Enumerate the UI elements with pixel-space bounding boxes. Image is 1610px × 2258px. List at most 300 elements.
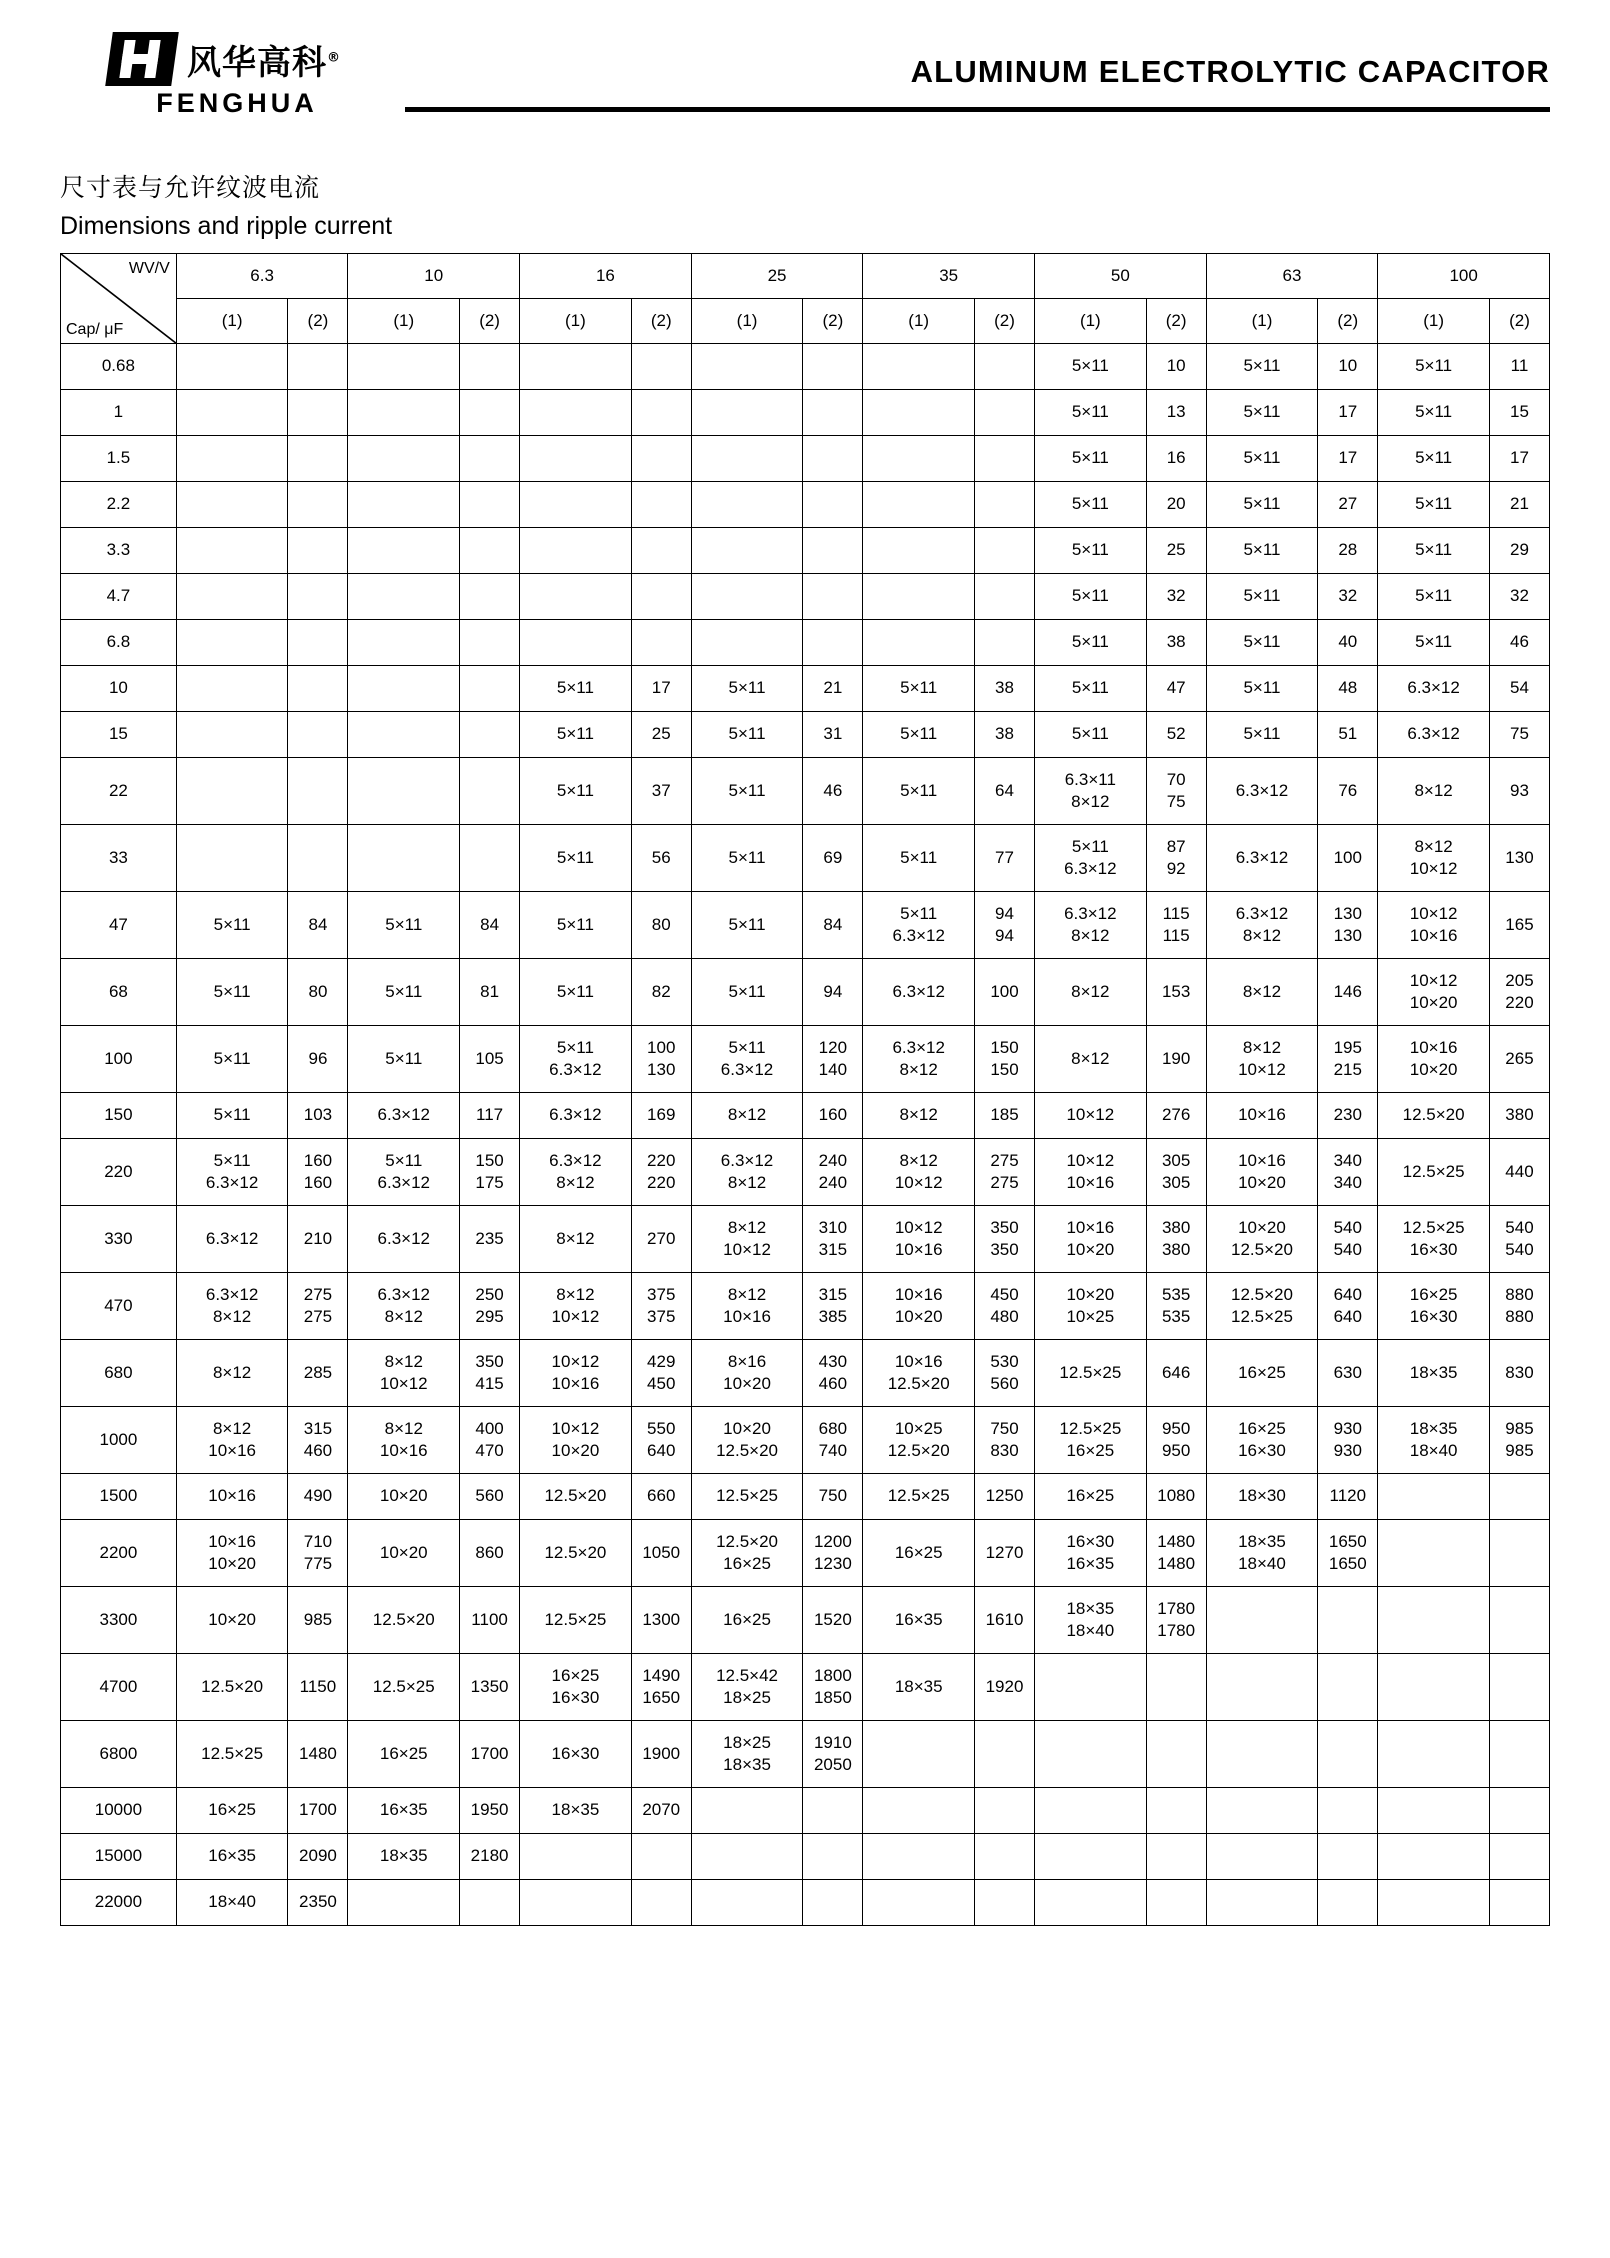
page-header [60, 26, 1550, 124]
cell-size-24-7 [1378, 1721, 1490, 1788]
subheader-1-1: (2) [460, 299, 520, 344]
cell-ripple-27-4 [975, 1880, 1035, 1926]
cell-size-24-4 [863, 1721, 975, 1788]
cell-ripple-5-1 [460, 574, 520, 620]
subheader-7-0: (1) [1378, 299, 1490, 344]
cell-size-21-6: 18×35 18×40 [1206, 1520, 1318, 1587]
cell-size-6-2 [520, 620, 632, 666]
cell-ripple-23-7 [1489, 1654, 1549, 1721]
cell-size-10-4: 5×11 [863, 825, 975, 892]
cell-size-5-0 [176, 574, 288, 620]
cell-ripple-5-6: 32 [1318, 574, 1378, 620]
cell-ripple-3-1 [460, 482, 520, 528]
cell-size-26-3 [691, 1834, 803, 1880]
cell-size-17-3: 8×12 10×16 [691, 1273, 803, 1340]
cell-ripple-26-4 [975, 1834, 1035, 1880]
cell-ripple-21-2: 1050 [631, 1520, 691, 1587]
cell-ripple-26-1: 2180 [460, 1834, 520, 1880]
cell-ripple-13-7: 265 [1489, 1026, 1549, 1093]
cell-size-17-2: 8×12 10×12 [520, 1273, 632, 1340]
cell-ripple-10-4: 77 [975, 825, 1035, 892]
cell-ripple-13-3: 120 140 [803, 1026, 863, 1093]
row-capacitance-value: 3.3 [61, 528, 177, 574]
cell-size-4-1 [348, 528, 460, 574]
cell-size-0-1 [348, 344, 460, 390]
cell-size-10-5: 5×11 6.3×12 [1035, 825, 1147, 892]
cell-size-25-2: 18×35 [520, 1788, 632, 1834]
cell-ripple-16-6: 540 540 [1318, 1206, 1378, 1273]
cell-ripple-27-1 [460, 1880, 520, 1926]
cell-size-11-3: 5×11 [691, 892, 803, 959]
cell-ripple-12-2: 82 [631, 959, 691, 1026]
cell-ripple-6-0 [288, 620, 348, 666]
cell-ripple-27-2 [631, 1880, 691, 1926]
cell-ripple-11-1: 84 [460, 892, 520, 959]
cell-ripple-1-4 [975, 390, 1035, 436]
cell-ripple-6-1 [460, 620, 520, 666]
cell-ripple-18-5: 646 [1146, 1340, 1206, 1407]
row-capacitance-value: 0.68 [61, 344, 177, 390]
cell-ripple-21-6: 1650 1650 [1318, 1520, 1378, 1587]
cell-ripple-9-7: 93 [1489, 758, 1549, 825]
cell-ripple-21-1: 860 [460, 1520, 520, 1587]
cell-ripple-11-5: 115 115 [1146, 892, 1206, 959]
cell-size-16-6: 10×20 12.5×20 [1206, 1206, 1318, 1273]
subheader-1-0: (1) [348, 299, 460, 344]
cell-ripple-4-1 [460, 528, 520, 574]
cell-ripple-11-3: 84 [803, 892, 863, 959]
cell-size-26-7 [1378, 1834, 1490, 1880]
cell-size-14-4: 8×12 [863, 1093, 975, 1139]
cell-ripple-16-0: 210 [288, 1206, 348, 1273]
cell-size-27-4 [863, 1880, 975, 1926]
cell-ripple-25-1: 1950 [460, 1788, 520, 1834]
cell-size-12-2: 5×11 [520, 959, 632, 1026]
cell-ripple-21-7 [1489, 1520, 1549, 1587]
cell-ripple-25-2: 2070 [631, 1788, 691, 1834]
cell-size-21-5: 16×30 16×35 [1035, 1520, 1147, 1587]
row-capacitance-value: 6.8 [61, 620, 177, 666]
cell-size-23-1: 12.5×25 [348, 1654, 460, 1721]
cell-size-5-7: 5×11 [1378, 574, 1490, 620]
cell-ripple-20-5: 1080 [1146, 1474, 1206, 1520]
cell-ripple-6-3 [803, 620, 863, 666]
cell-ripple-10-0 [288, 825, 348, 892]
cell-size-26-4 [863, 1834, 975, 1880]
table-row [61, 959, 1550, 1026]
cell-ripple-10-3: 69 [803, 825, 863, 892]
cell-ripple-0-0 [288, 344, 348, 390]
cell-ripple-18-4: 530 560 [975, 1340, 1035, 1407]
cell-ripple-27-3 [803, 1880, 863, 1926]
logo-row [109, 32, 341, 86]
cell-size-27-3 [691, 1880, 803, 1926]
cell-size-15-7: 12.5×25 [1378, 1139, 1490, 1206]
cell-size-5-5: 5×11 [1035, 574, 1147, 620]
cell-size-16-0: 6.3×12 [176, 1206, 288, 1273]
cell-size-15-3: 6.3×12 8×12 [691, 1139, 803, 1206]
cell-ripple-21-5: 1480 1480 [1146, 1520, 1206, 1587]
cell-size-15-4: 8×12 10×12 [863, 1139, 975, 1206]
cell-ripple-20-7 [1489, 1474, 1549, 1520]
cell-ripple-27-6 [1318, 1880, 1378, 1926]
cell-size-10-1 [348, 825, 460, 892]
cell-ripple-23-2: 1490 1650 [631, 1654, 691, 1721]
table-head [61, 254, 1550, 344]
cell-size-6-7: 5×11 [1378, 620, 1490, 666]
cell-ripple-24-1: 1700 [460, 1721, 520, 1788]
cell-size-11-7: 10×12 10×16 [1378, 892, 1490, 959]
cell-size-25-4 [863, 1788, 975, 1834]
cell-size-9-7: 8×12 [1378, 758, 1490, 825]
cell-size-21-4: 16×25 [863, 1520, 975, 1587]
cell-size-9-1 [348, 758, 460, 825]
cell-size-12-5: 8×12 [1035, 959, 1147, 1026]
cell-size-20-7 [1378, 1474, 1490, 1520]
table-row [61, 1520, 1550, 1587]
cell-ripple-26-5 [1146, 1834, 1206, 1880]
table-corner-cell [61, 254, 177, 344]
cell-ripple-17-0: 275 275 [288, 1273, 348, 1340]
cell-size-6-6: 5×11 [1206, 620, 1318, 666]
cell-size-16-2: 8×12 [520, 1206, 632, 1273]
cell-ripple-7-0 [288, 666, 348, 712]
cell-size-16-3: 8×12 10×12 [691, 1206, 803, 1273]
cell-ripple-7-7: 54 [1489, 666, 1549, 712]
cell-size-27-5 [1035, 1880, 1147, 1926]
cell-size-13-5: 8×12 [1035, 1026, 1147, 1093]
cell-size-20-6: 18×30 [1206, 1474, 1318, 1520]
cell-ripple-12-5: 153 [1146, 959, 1206, 1026]
cell-ripple-14-2: 169 [631, 1093, 691, 1139]
cell-size-18-5: 12.5×25 [1035, 1340, 1147, 1407]
cell-size-23-7 [1378, 1654, 1490, 1721]
cell-size-2-0 [176, 436, 288, 482]
cell-size-2-1 [348, 436, 460, 482]
cell-ripple-1-2 [631, 390, 691, 436]
cell-ripple-12-3: 94 [803, 959, 863, 1026]
voltage-header-7: 100 [1378, 254, 1550, 299]
table-row [61, 758, 1550, 825]
cell-ripple-6-4 [975, 620, 1035, 666]
brand-name-cn-text: 风华高科 [187, 42, 327, 83]
cell-ripple-18-3: 430 460 [803, 1340, 863, 1407]
cell-size-7-3: 5×11 [691, 666, 803, 712]
cell-ripple-10-2: 56 [631, 825, 691, 892]
cell-ripple-2-1 [460, 436, 520, 482]
cell-ripple-8-1 [460, 712, 520, 758]
cell-ripple-6-7: 46 [1489, 620, 1549, 666]
cell-ripple-18-0: 285 [288, 1340, 348, 1407]
cell-ripple-5-3 [803, 574, 863, 620]
cell-size-2-2 [520, 436, 632, 482]
cell-size-3-7: 5×11 [1378, 482, 1490, 528]
cell-size-10-0 [176, 825, 288, 892]
row-capacitance-value: 680 [61, 1340, 177, 1407]
cell-size-27-2 [520, 1880, 632, 1926]
subheader-4-1: (2) [975, 299, 1035, 344]
cell-size-26-1: 18×35 [348, 1834, 460, 1880]
cell-ripple-19-2: 550 640 [631, 1407, 691, 1474]
cell-size-0-3 [691, 344, 803, 390]
cell-size-18-3: 8×16 10×20 [691, 1340, 803, 1407]
cell-size-3-1 [348, 482, 460, 528]
cell-ripple-10-6: 100 [1318, 825, 1378, 892]
row-capacitance-value: 15 [61, 712, 177, 758]
document-title: ALUMINUM ELECTROLYTIC CAPACITOR [910, 54, 1550, 89]
cell-size-19-5: 12.5×25 16×25 [1035, 1407, 1147, 1474]
cell-size-12-4: 6.3×12 [863, 959, 975, 1026]
cell-size-9-6: 6.3×12 [1206, 758, 1318, 825]
cell-ripple-12-1: 81 [460, 959, 520, 1026]
cell-ripple-16-3: 310 315 [803, 1206, 863, 1273]
cell-ripple-8-4: 38 [975, 712, 1035, 758]
cell-size-3-6: 5×11 [1206, 482, 1318, 528]
cell-size-26-6 [1206, 1834, 1318, 1880]
voltage-header-6: 63 [1206, 254, 1378, 299]
cell-size-23-6 [1206, 1654, 1318, 1721]
cell-ripple-9-6: 76 [1318, 758, 1378, 825]
table-row [61, 1834, 1550, 1880]
cell-size-2-7: 5×11 [1378, 436, 1490, 482]
cell-ripple-2-6: 17 [1318, 436, 1378, 482]
cell-ripple-22-2: 1300 [631, 1587, 691, 1654]
cell-size-18-4: 10×16 12.5×20 [863, 1340, 975, 1407]
table-row [61, 666, 1550, 712]
cell-size-7-7: 6.3×12 [1378, 666, 1490, 712]
cell-size-27-0: 18×40 [176, 1880, 288, 1926]
table-row [61, 1093, 1550, 1139]
cell-size-11-5: 6.3×12 8×12 [1035, 892, 1147, 959]
cell-ripple-0-3 [803, 344, 863, 390]
cell-size-9-3: 5×11 [691, 758, 803, 825]
cell-ripple-26-2 [631, 1834, 691, 1880]
cell-ripple-14-4: 185 [975, 1093, 1035, 1139]
cell-size-22-1: 12.5×20 [348, 1587, 460, 1654]
cell-ripple-1-0 [288, 390, 348, 436]
cell-size-27-1 [348, 1880, 460, 1926]
cell-ripple-9-5: 70 75 [1146, 758, 1206, 825]
cell-size-19-6: 16×25 16×30 [1206, 1407, 1318, 1474]
header-divider [405, 107, 1550, 112]
cell-ripple-5-4 [975, 574, 1035, 620]
cell-ripple-23-4: 1920 [975, 1654, 1035, 1721]
cell-size-15-6: 10×16 10×20 [1206, 1139, 1318, 1206]
cell-ripple-0-2 [631, 344, 691, 390]
cell-size-11-4: 5×11 6.3×12 [863, 892, 975, 959]
cell-ripple-15-2: 220 220 [631, 1139, 691, 1206]
row-capacitance-value: 1000 [61, 1407, 177, 1474]
cell-ripple-17-5: 535 535 [1146, 1273, 1206, 1340]
corner-label-voltage: WV/V [128, 260, 170, 277]
row-capacitance-value: 100 [61, 1026, 177, 1093]
table-row [61, 1587, 1550, 1654]
table-row [61, 892, 1550, 959]
cell-size-9-4: 5×11 [863, 758, 975, 825]
cell-size-14-5: 10×12 [1035, 1093, 1147, 1139]
cell-ripple-3-7: 21 [1489, 482, 1549, 528]
brand-name-en: FENGHUA [156, 88, 318, 118]
cell-size-12-1: 5×11 [348, 959, 460, 1026]
cell-size-4-4 [863, 528, 975, 574]
cell-size-4-6: 5×11 [1206, 528, 1318, 574]
cell-size-20-2: 12.5×20 [520, 1474, 632, 1520]
cell-size-20-4: 12.5×25 [863, 1474, 975, 1520]
cell-size-4-3 [691, 528, 803, 574]
cell-ripple-0-1 [460, 344, 520, 390]
cell-size-8-1 [348, 712, 460, 758]
cell-size-11-0: 5×11 [176, 892, 288, 959]
cell-size-7-4: 5×11 [863, 666, 975, 712]
cell-size-25-7 [1378, 1788, 1490, 1834]
cell-ripple-10-5: 87 92 [1146, 825, 1206, 892]
cell-size-3-0 [176, 482, 288, 528]
cell-ripple-20-3: 750 [803, 1474, 863, 1520]
cell-size-6-5: 5×11 [1035, 620, 1147, 666]
cell-ripple-1-1 [460, 390, 520, 436]
cell-ripple-8-5: 52 [1146, 712, 1206, 758]
cell-size-12-6: 8×12 [1206, 959, 1318, 1026]
cell-ripple-15-7: 440 [1489, 1139, 1549, 1206]
cell-ripple-25-0: 1700 [288, 1788, 348, 1834]
cell-ripple-11-4: 94 94 [975, 892, 1035, 959]
cell-ripple-2-4 [975, 436, 1035, 482]
table-row [61, 1407, 1550, 1474]
voltage-header-2: 16 [520, 254, 692, 299]
row-capacitance-value: 470 [61, 1273, 177, 1340]
cell-size-19-2: 10×12 10×20 [520, 1407, 632, 1474]
cell-size-0-0 [176, 344, 288, 390]
cell-size-25-5 [1035, 1788, 1147, 1834]
cell-size-22-7 [1378, 1587, 1490, 1654]
cell-size-25-0: 16×25 [176, 1788, 288, 1834]
cell-size-4-5: 5×11 [1035, 528, 1147, 574]
row-capacitance-value: 33 [61, 825, 177, 892]
cell-ripple-27-0: 2350 [288, 1880, 348, 1926]
cell-ripple-25-5 [1146, 1788, 1206, 1834]
cell-ripple-24-2: 1900 [631, 1721, 691, 1788]
cell-ripple-23-5 [1146, 1654, 1206, 1721]
cell-size-12-7: 10×12 10×20 [1378, 959, 1490, 1026]
cell-size-5-2 [520, 574, 632, 620]
subheader-3-1: (2) [803, 299, 863, 344]
cell-ripple-9-2: 37 [631, 758, 691, 825]
cell-ripple-2-2 [631, 436, 691, 482]
subheader-0-1: (2) [288, 299, 348, 344]
cell-ripple-22-3: 1520 [803, 1587, 863, 1654]
row-capacitance-value: 1 [61, 390, 177, 436]
cell-ripple-25-3 [803, 1788, 863, 1834]
cell-ripple-25-4 [975, 1788, 1035, 1834]
cell-ripple-13-0: 96 [288, 1026, 348, 1093]
cell-size-1-7: 5×11 [1378, 390, 1490, 436]
subheader-7-1: (2) [1489, 299, 1549, 344]
fenghua-logo-icon [105, 32, 179, 86]
cell-size-8-0 [176, 712, 288, 758]
subheader-6-0: (1) [1206, 299, 1318, 344]
registered-mark: ® [327, 50, 341, 66]
table-row [61, 1654, 1550, 1721]
cell-ripple-27-5 [1146, 1880, 1206, 1926]
subheader-4-0: (1) [863, 299, 975, 344]
cell-ripple-16-4: 350 350 [975, 1206, 1035, 1273]
cell-ripple-13-6: 195 215 [1318, 1026, 1378, 1093]
row-capacitance-value: 330 [61, 1206, 177, 1273]
cell-ripple-2-0 [288, 436, 348, 482]
cell-ripple-7-1 [460, 666, 520, 712]
cell-ripple-11-6: 130 130 [1318, 892, 1378, 959]
cell-ripple-13-5: 190 [1146, 1026, 1206, 1093]
row-capacitance-value: 6800 [61, 1721, 177, 1788]
cell-ripple-20-0: 490 [288, 1474, 348, 1520]
row-capacitance-value: 150 [61, 1093, 177, 1139]
cell-size-20-5: 16×25 [1035, 1474, 1147, 1520]
cell-size-18-7: 18×35 [1378, 1340, 1490, 1407]
cell-size-7-5: 5×11 [1035, 666, 1147, 712]
cell-size-3-4 [863, 482, 975, 528]
subheader-5-0: (1) [1035, 299, 1147, 344]
table-row [61, 528, 1550, 574]
cell-ripple-8-7: 75 [1489, 712, 1549, 758]
cell-size-22-4: 16×35 [863, 1587, 975, 1654]
cell-size-1-2 [520, 390, 632, 436]
cell-size-19-0: 8×12 10×16 [176, 1407, 288, 1474]
cell-ripple-0-5: 10 [1146, 344, 1206, 390]
cell-ripple-1-3 [803, 390, 863, 436]
cell-size-3-3 [691, 482, 803, 528]
cell-ripple-14-1: 117 [460, 1093, 520, 1139]
row-capacitance-value: 220 [61, 1139, 177, 1206]
cell-ripple-12-0: 80 [288, 959, 348, 1026]
cell-ripple-20-1: 560 [460, 1474, 520, 1520]
cell-ripple-23-3: 1800 1850 [803, 1654, 863, 1721]
row-capacitance-value: 22000 [61, 1880, 177, 1926]
cell-ripple-0-6: 10 [1318, 344, 1378, 390]
cell-size-22-5: 18×35 18×40 [1035, 1587, 1147, 1654]
cell-ripple-21-0: 710 775 [288, 1520, 348, 1587]
table-row [61, 344, 1550, 390]
cell-size-4-0 [176, 528, 288, 574]
cell-size-17-6: 12.5×20 12.5×25 [1206, 1273, 1318, 1340]
table-header-row-sub [61, 299, 1550, 344]
subheader-6-1: (2) [1318, 299, 1378, 344]
cell-size-21-1: 10×20 [348, 1520, 460, 1587]
cell-size-17-0: 6.3×12 8×12 [176, 1273, 288, 1340]
cell-size-0-4 [863, 344, 975, 390]
row-capacitance-value: 68 [61, 959, 177, 1026]
cell-ripple-19-0: 315 460 [288, 1407, 348, 1474]
cell-ripple-23-0: 1150 [288, 1654, 348, 1721]
row-capacitance-value: 47 [61, 892, 177, 959]
cell-size-19-7: 18×35 18×40 [1378, 1407, 1490, 1474]
cell-size-23-5 [1035, 1654, 1147, 1721]
table-row [61, 1139, 1550, 1206]
cell-ripple-18-2: 429 450 [631, 1340, 691, 1407]
cell-size-9-5: 6.3×11 8×12 [1035, 758, 1147, 825]
cell-ripple-19-1: 400 470 [460, 1407, 520, 1474]
cell-ripple-4-4 [975, 528, 1035, 574]
cell-size-8-2: 5×11 [520, 712, 632, 758]
subheader-5-1: (2) [1146, 299, 1206, 344]
cell-ripple-9-4: 64 [975, 758, 1035, 825]
cell-size-20-0: 10×16 [176, 1474, 288, 1520]
cell-ripple-20-4: 1250 [975, 1474, 1035, 1520]
cell-size-2-4 [863, 436, 975, 482]
cell-size-1-3 [691, 390, 803, 436]
cell-size-13-6: 8×12 10×12 [1206, 1026, 1318, 1093]
cell-ripple-18-6: 630 [1318, 1340, 1378, 1407]
cell-ripple-15-4: 275 275 [975, 1139, 1035, 1206]
